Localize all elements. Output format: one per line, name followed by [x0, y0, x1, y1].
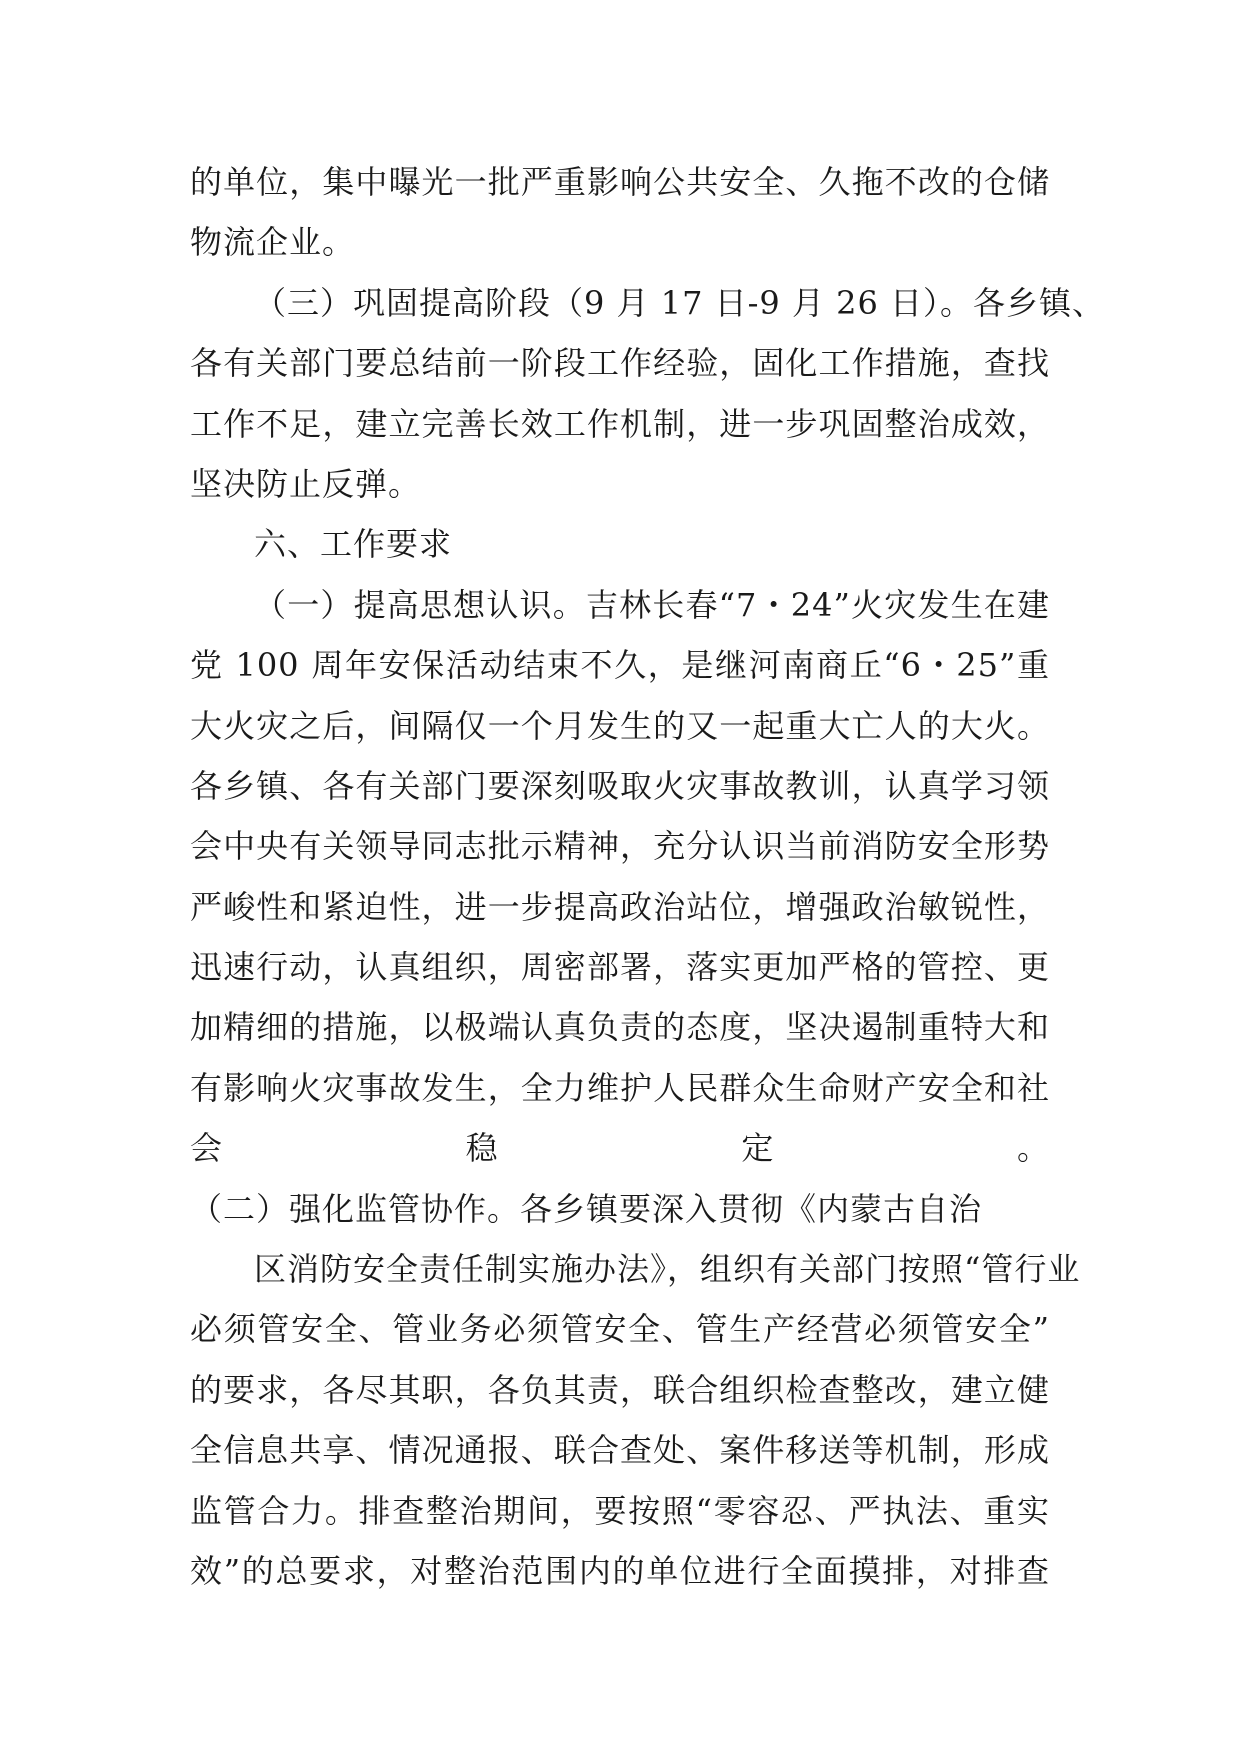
text-line: （三）巩固提高阶段（9 月 17 日-9 月 26 日）。各乡镇、	[254, 283, 1106, 322]
text-line: 有影响火灾事故发生，全力维护人民群众生命财产安全和社	[190, 1068, 1050, 1107]
text-line: 工作不足，建立完善长效工作机制，进一步巩固整治成效，	[190, 404, 1050, 443]
text-line: 各乡镇、各有关部门要深刻吸取火灾事故教训，认真学习领	[190, 766, 1050, 805]
text-line: 监管合力。排查整治期间，要按照“零容忍、严执法、重实	[190, 1491, 1050, 1530]
body-text	[190, 152, 1106, 1601]
text-line: 加精细的措施，以极端认真负责的态度，坚决遏制重特大和	[190, 1008, 1050, 1047]
text-line: 迅速行动，认真组织，周密部署，落实更加严格的管控、更	[190, 948, 1050, 987]
text-line: 会稳定。	[190, 1129, 1050, 1168]
text-line: 大火灾之后，间隔仅一个月发生的又一起重大亡人的大火。	[190, 706, 1050, 745]
text-line: 效”的总要求，对整治范围内的单位进行全面摸排，对排查	[190, 1551, 1050, 1590]
text-line: 严峻性和紧迫性，进一步提高政治站位，增强政治敏锐性，	[190, 887, 1050, 926]
text-line: 的要求，各尽其职，各负其责，联合组织检查整改，建立健	[190, 1370, 1050, 1409]
text-line: 的单位，集中曝光一批严重影响公共安全、久拖不改的仓储	[190, 163, 1050, 201]
text-line: 全信息共享、情况通报、联合查处、案件移送等机制，形成	[190, 1431, 1050, 1470]
text-line: 物流企业。	[190, 223, 356, 262]
text-line: 必须管安全、管业务必须管安全、管生产经营必须管安全”	[190, 1310, 1050, 1349]
text-line: 各有关部门要总结前一阶段工作经验，固化工作措施，查找	[190, 344, 1050, 383]
section-heading: 六、工作要求	[254, 525, 453, 564]
text-line: （一）提高思想认识。吉林长春“7・24”火灾发生在建	[254, 585, 1050, 624]
text-line: 坚决防止反弹。	[190, 464, 422, 503]
text-line: 党 100 周年安保活动结束不久，是继河南商丘“6・25”重	[190, 646, 1050, 685]
text-line: 区消防安全责任制实施办法》，组织有关部门按照“管行业	[254, 1250, 1081, 1289]
text-line: 会中央有关领导同志批示精神，充分认识当前消防安全形势	[190, 827, 1050, 866]
text-line: （二）强化监管协作。各乡镇要深入贯彻《内蒙古自治	[190, 1189, 983, 1228]
